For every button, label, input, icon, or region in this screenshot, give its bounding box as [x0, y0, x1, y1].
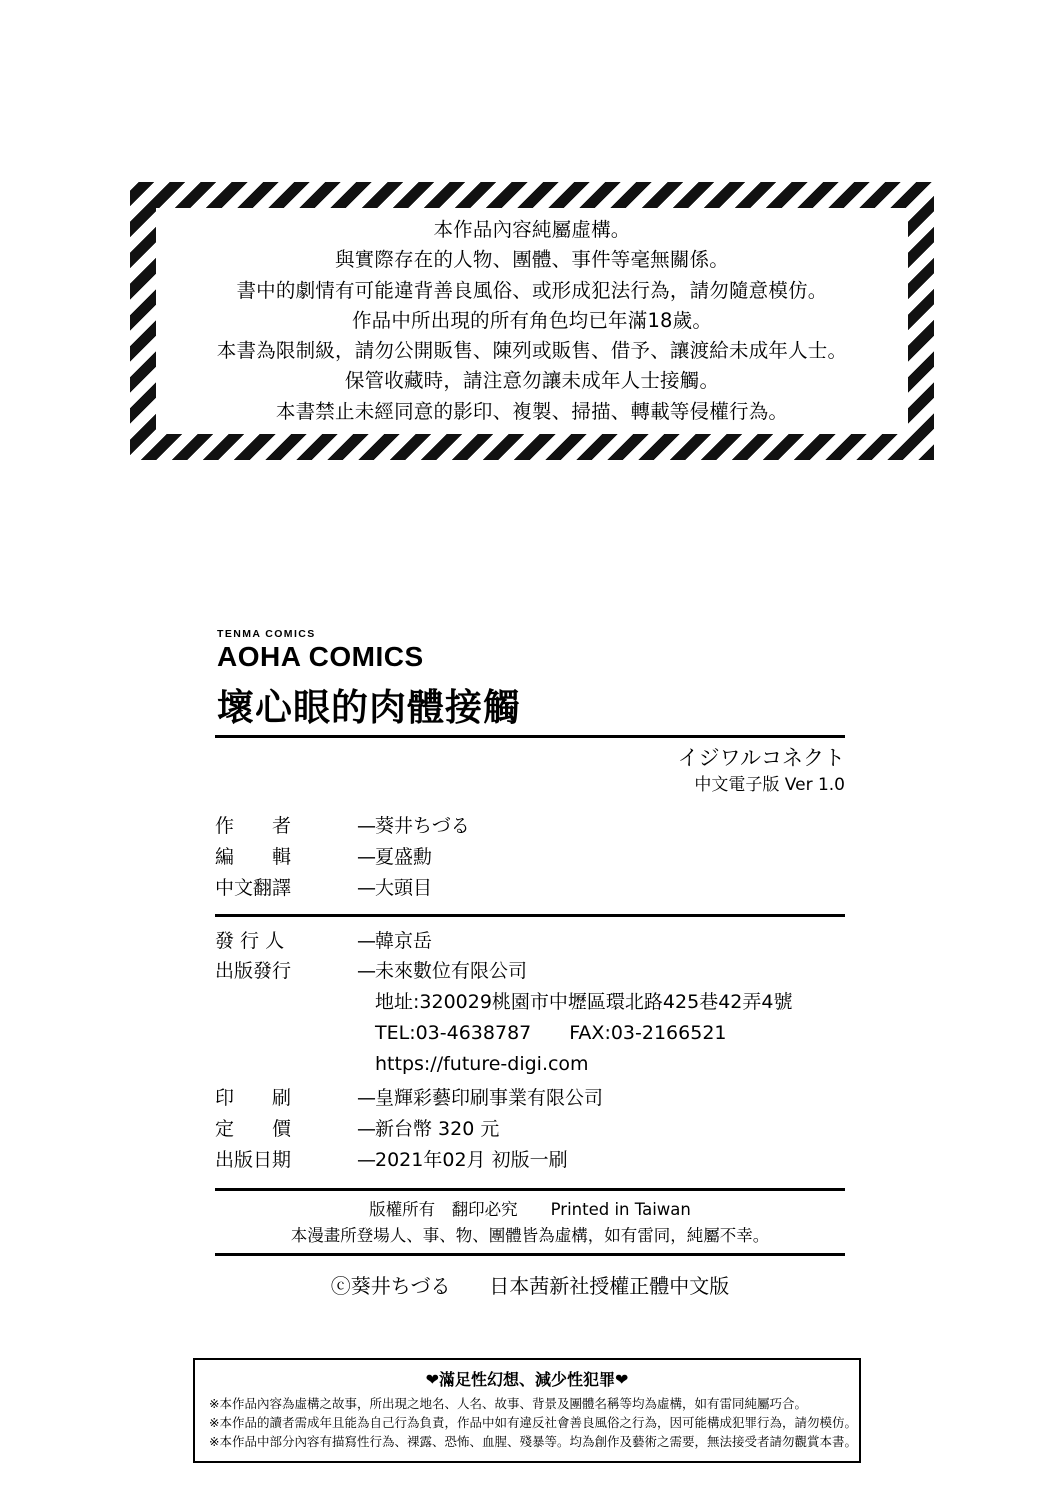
publication-value: 未來數位有限公司	[375, 960, 528, 983]
bottom-notice-box	[193, 1358, 861, 1463]
publication-label: 出版發行	[215, 960, 292, 983]
disclaimer-line: 本書禁止未經同意的影印、複製、掃描、轉載等侵權行為。	[275, 399, 789, 423]
copyright-license: 日本茜新社授權正體中文版	[489, 1274, 730, 1299]
copyright-author: ⓒ葵井ちづる	[330, 1274, 451, 1299]
publication-value: 皇輝彩藝印刷事業有限公司	[375, 1087, 604, 1110]
disclaimer-line: 保管收藏時，請注意勿讓未成年人士接觸。	[344, 369, 720, 393]
credit-label: 作 者	[215, 815, 292, 838]
publication-row	[215, 1114, 845, 1145]
publication-row	[215, 1083, 845, 1114]
notice-title: ❤滿足性幻想、減少性犯罪❤	[425, 1370, 629, 1389]
divider	[215, 735, 845, 738]
publication-label: 印 刷	[215, 1087, 292, 1110]
publication-label: 發 行 人	[215, 929, 285, 952]
credit-dash: —	[357, 846, 376, 869]
publisher-address: 地址:320029桃園市中壢區環北路425巷42弄4號	[375, 991, 793, 1014]
divider	[215, 1253, 845, 1256]
book-title: 壞心眼的肉體接觸	[217, 686, 521, 729]
publication-value: 新台幣 320 元	[375, 1118, 500, 1141]
disclaimer-line: 作品中所出現的所有角色均已年滿18歲。	[351, 308, 713, 332]
credit-row	[215, 873, 845, 904]
credit-dash: —	[357, 876, 376, 899]
japanese-title-block	[215, 744, 845, 797]
publication-list	[215, 926, 845, 1176]
notice-item: ※本作品內容為虛構之故事，所出現之地名、人名、故事、背景及團體名稱等均為虛構，如有雷同純屬巧合。	[209, 1396, 807, 1411]
publication-dash: —	[357, 1087, 376, 1110]
imprint-title: AOHA COMICS	[217, 641, 424, 672]
credit-row	[215, 842, 845, 873]
japanese-title: イジワルコネクト	[677, 746, 845, 770]
publication-row	[215, 1145, 845, 1176]
publication-label: 出版日期	[215, 1148, 292, 1171]
publication-row	[215, 956, 845, 987]
publication-label: 定 價	[215, 1118, 292, 1141]
publication-value: 2021年02月 初版一刷	[375, 1148, 568, 1171]
footer-notes	[215, 1191, 845, 1254]
disclaimer-hazard-box	[130, 182, 934, 460]
footer-note-line: 版權所有 翻印必究 Printed in Taiwan	[369, 1199, 691, 1219]
credits-list	[215, 811, 845, 903]
publication-value: 韓京岳	[375, 929, 433, 952]
disclaimer-line: 本作品內容純屬虛構。	[433, 218, 631, 242]
publication-dash: —	[357, 960, 376, 983]
publisher-website[interactable]: https://future-digi.com	[375, 1052, 589, 1075]
disclaimer-line: 本書為限制級，請勿公開販售、陳列或販售、借予、讓渡給未成年人士。	[216, 339, 848, 363]
disclaimer-line: 與實際存在的人物、團體、事件等毫無關係。	[334, 248, 729, 272]
credit-row	[215, 811, 845, 842]
credit-value: 葵井ちづる	[375, 815, 470, 838]
publisher-phone: TEL:03-4638787 FAX:03-2166521	[375, 1021, 727, 1044]
notice-item: ※本作品中部分內容有描寫性行為、裸露、恐怖、血腥、殘暴等。均為創作及藝術之需要，無法接受者請勿觀賞本書。	[209, 1433, 857, 1449]
divider	[215, 914, 845, 917]
imprint-subtitle: TENMA COMICS	[217, 628, 316, 640]
credit-dash: —	[357, 815, 376, 838]
footer-note-line: 本漫畫所登場人、事、物、團體皆為虛構，如有雷同，純屬不幸。	[290, 1226, 770, 1246]
publication-row	[215, 926, 845, 957]
disclaimer-line: 書中的劇情有可能違背善良風俗、或形成犯法行為，請勿隨意模仿。	[236, 278, 828, 302]
edition-version: 中文電子版 Ver 1.0	[694, 775, 845, 796]
colophon	[215, 628, 845, 1299]
copyright-line	[215, 1270, 845, 1299]
credit-label: 編 輯	[215, 846, 292, 869]
credit-label: 中文翻譯	[215, 876, 292, 899]
credit-value: 大頭目	[375, 876, 433, 899]
publication-dash: —	[357, 1148, 376, 1171]
publication-dash: —	[357, 1118, 376, 1141]
notice-item: ※本作品的讀者需成年且能為自己行為負責，作品中如有違反社會善良風俗之行為，因可能構成犯罪行為，請勿模仿。	[209, 1414, 857, 1430]
disclaimer-text-panel	[156, 208, 908, 434]
credit-value: 夏盛勳	[375, 846, 433, 869]
publication-dash: —	[357, 929, 376, 952]
